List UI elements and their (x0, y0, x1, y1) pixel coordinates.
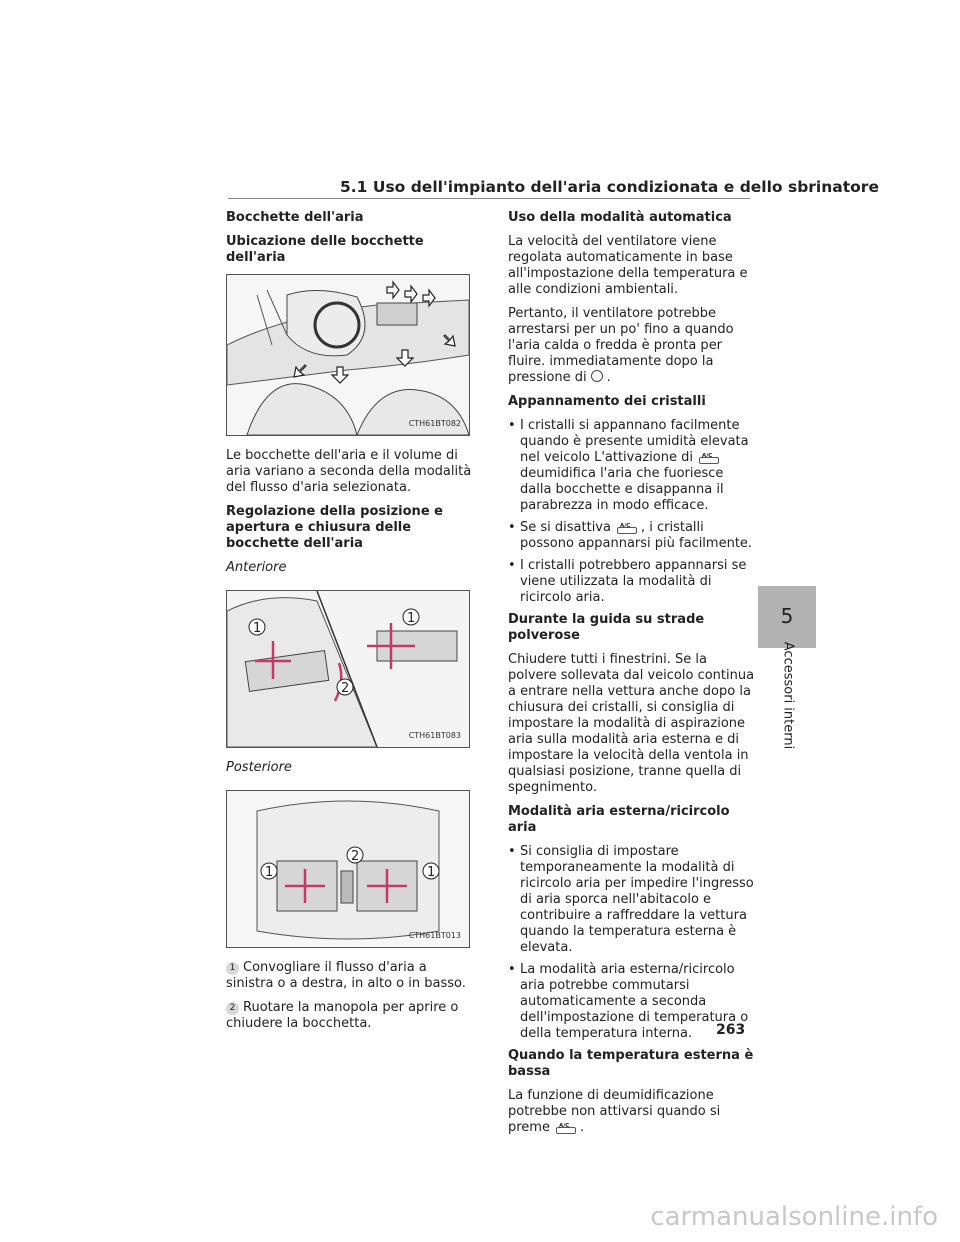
callout-2: 2 (341, 681, 350, 696)
ac-button-icon: A/C (615, 520, 637, 534)
ac-button-icon: A/C (554, 1120, 576, 1134)
bullet-mode-2: • La modalità aria esterna/ricircolo aria potrebbe commutarsi automaticamente a seconda dell'impostazione di temperatura o della temperatura interna. (508, 962, 749, 1041)
fan-button-icon (591, 370, 603, 382)
rear-vent-illustration (227, 791, 469, 947)
paragraph-auto-2: Pertanto, il ventilatore potrebbe arrestarsi per un po' fino a quando l'aria calda o fredda è pronta per fluire. immediatamente dopo la pressione di . (508, 306, 734, 385)
heading-auto-mode: Uso della modalità automatica (508, 210, 732, 225)
callout-1c: 1 (265, 865, 274, 880)
label-front: Anteriore (226, 560, 287, 575)
right-column (508, 210, 758, 1144)
bullet-fog-1: • I cristalli si appannano facilmente quando è presente umidità elevata nel veicolo L'attivazione di A/C deumidifica l'aria che fuoriesce dalla bocchette e disappanna il parabrezza in modo efficace. (508, 418, 749, 513)
ac-button-icon: A/C (697, 450, 719, 464)
figure-front-vents (226, 590, 470, 748)
footer-watermark: carmanualsonline.info (650, 1202, 938, 1232)
chapter-number: 5 (780, 604, 794, 628)
heading-vent-location: Ubicazione delle bocchette dell'aria (226, 234, 424, 265)
heading-air-vents: Bocchette dell'aria (226, 210, 364, 225)
figure-cabin-vents (226, 274, 470, 436)
note-direction: 1 Convogliare il flusso d'aria a sinistra o a destra, in alto o in basso. (226, 960, 466, 991)
callout-2b: 2 (351, 849, 360, 864)
paragraph-low-temp: La funzione di deumidificazione potrebbe non attivarsi quando si preme A/C . (508, 1088, 721, 1135)
figure-code: CTH61BT082 (408, 419, 461, 428)
page-number: 263 (716, 1022, 746, 1038)
chapter-label: Accessori interni (780, 641, 796, 750)
section-title: 5.1 Uso dell'impianto dell'aria condizionata e dello sbrinatore (340, 178, 879, 196)
left-column (226, 210, 476, 1040)
heading-adjust-vents: Regolazione della posizione e apertura e chiusura delle bocchette dell'aria (226, 504, 443, 551)
callout-1a: 1 (253, 621, 262, 636)
heading-dusty-roads: Durante la guida su strade polverose (508, 612, 705, 643)
bullet-fog-2: • Se si disattiva A/C , i cristalli possono appannarsi più facilmente. (508, 520, 753, 551)
heading-low-temp: Quando la temperatura esterna è bassa (508, 1048, 754, 1079)
label-rear: Posteriore (226, 760, 292, 775)
heading-air-mode: Modalità aria esterna/ricircolo aria (508, 804, 730, 835)
cabin-illustration (227, 275, 469, 435)
bullet-fog-3: • I cristalli potrebbero appannarsi se viene utilizzata la modalità di ricircolo aria. (508, 558, 747, 605)
front-vent-illustration (227, 591, 469, 747)
figure-code: CTH61BT083 (408, 731, 461, 740)
callout-badge-1: 1 (226, 962, 239, 975)
heading-fogging: Appannamento dei cristalli (508, 394, 706, 409)
paragraph-vent-volume: Le bocchette dell'aria e il volume di aria variano a seconda della modalità del flusso d'aria selezionata. (226, 448, 472, 495)
figure-rear-vents (226, 790, 470, 948)
paragraph-dusty-roads: Chiudere tutti i finestrini. Se la polvere sollevata dal veicolo continua a entrare nella vettura anche dopo la chiusura dei cristalli, si consiglia di impostare la modalità di aspirazione aria sulla modalità aria esterna e di impostare la velocità della ventola in qualsiasi posizione, tranne quella di spegnimento. (508, 652, 755, 795)
figure-code: CTH61BT013 (408, 931, 461, 940)
callout-1b: 1 (407, 611, 416, 626)
header-rule (228, 198, 750, 199)
note-knob: 2 Ruotare la manopola per aprire o chiudere la bocchetta. (226, 1000, 459, 1031)
paragraph-auto-1: La velocità del ventilatore viene regolata automaticamente in base all'impostazione della temperatura e alle condizioni ambientali. (508, 234, 748, 297)
callout-1d: 1 (427, 865, 436, 880)
bullet-mode-1: • Si consiglia di impostare temporaneamente la modalità di ricircolo aria per impedire l'ingresso di aria sporca nell'abitacolo e contribuire a raffreddare la vettura quando la temperatura esterna è elevata. (508, 844, 754, 955)
callout-badge-2: 2 (226, 1002, 239, 1015)
